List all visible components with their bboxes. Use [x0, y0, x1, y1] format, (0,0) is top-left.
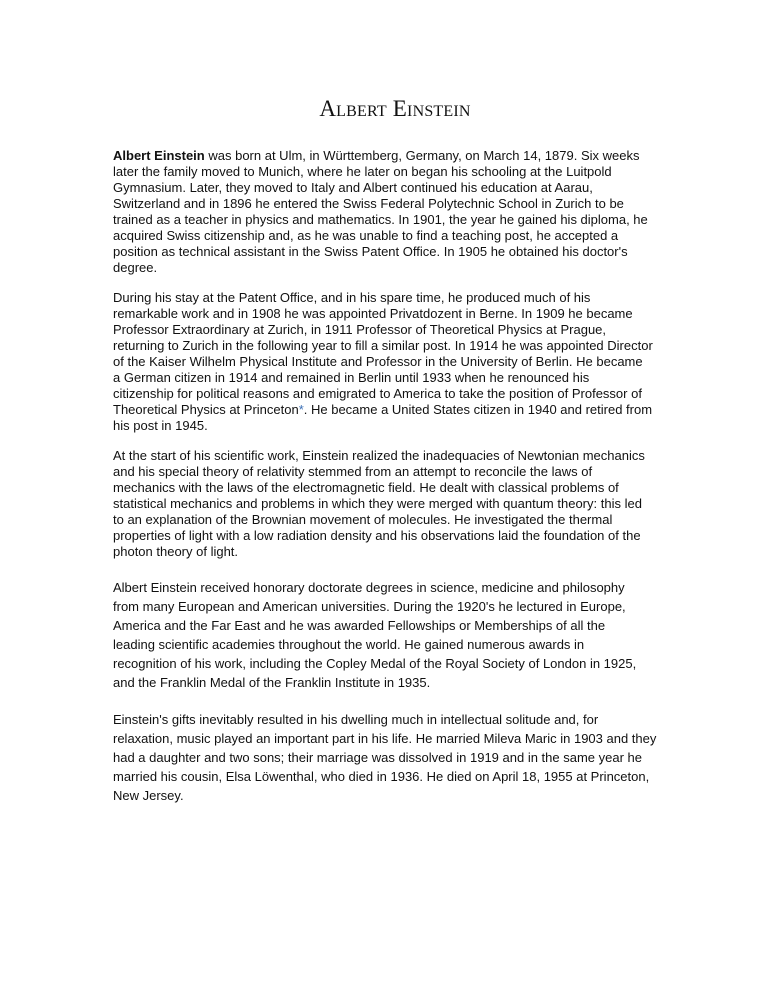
paragraph-text: . He became a United States citizen in 1940 and retired from his post in 1945. [113, 402, 653, 433]
paragraph-personal-life: Einstein's gifts inevitably resulted in his dwelling much in intellectual solitude and, for relaxation, music played an important part in his life. He married Mileva Maric in 1903 and they had a daughter and two sons; their marriage was dissolved in 1919 and in the same year he married his cousin, Elsa Löwenthal, who died in 1936. He died on April 18, 1955 at Princeton, New Jersey. [113, 712, 657, 803]
paragraph-career [113, 290, 653, 434]
paragraph-biography-early-life [113, 148, 653, 276]
paragraph-text: During his stay at the Patent Office, and in his spare time, he produced much of his remarkable work and in 1908 he was appointed Privatdozent in Berne. In 1909 he became Professor Extraordinary at Zurich, in 1911 Professor of Theoretical Physics at Prague, returning to Zurich in the following year to fill a similar post. In 1914 he was appointed Director of the Kaiser Wilhelm Physical Institute and Professor in the University of Berlin. He became a German citizen in 1914 and remained in Berlin until 1933 when he renounced his citizenship for political reasons and emigrated to America to take the position of Professor of Theoretical Physics at Princeton [113, 290, 653, 417]
name-bold-lead: Albert Einstein [113, 148, 205, 163]
page-title: Albert Einstein [319, 96, 471, 121]
paragraph-scientific-work: At the start of his scientific work, Einstein realized the inadequacies of Newtonian mechanics and his special theory of relativity stemmed from an attempt to reconcile the laws of mechanics with the laws of the electromagnetic field. He dealt with classical problems of statistical mechanics and problems in which they were merged with quantum theory: this led to an explanation of the Brownian movement of molecules. He investigated the thermal properties of light with a low radiation density and his observations laid the foundation of the photon theory of light. [113, 448, 645, 559]
footnote-link[interactable]: * [298, 402, 304, 417]
paragraph-text: was born at Ulm, in Württemberg, Germany, on March 14, 1879. Six weeks later the family moved to Munich, where he later on began his schooling at the Luitpold Gymnasium. Later, they moved to Italy and Albert continued his education at Aarau, Switzerland and in 1896 he entered the Swiss Federal Polytechnic School in Zurich to be trained as a teacher in physics and mathematics. In 1901, the year he gained his diploma, he acquired Swiss citizenship and, as he was unable to find a teaching post, he accepted a position as technical assistant in the Swiss Patent Office. In 1905 he obtained his doctor's degree. [113, 148, 648, 275]
paragraph-honors: Albert Einstein received honorary doctorate degrees in science, medicine and philosophy from many European and American universities. During the 1920's he lectured in Europe, America and the Far East and he was awarded Fellowships or Memberships of all the leading scientific academies throughout the world. He gained numerous awards in recognition of his work, including the Copley Medal of the Royal Society of London in 1925, and the Franklin Medal of the Franklin Institute in 1935. [113, 580, 637, 690]
